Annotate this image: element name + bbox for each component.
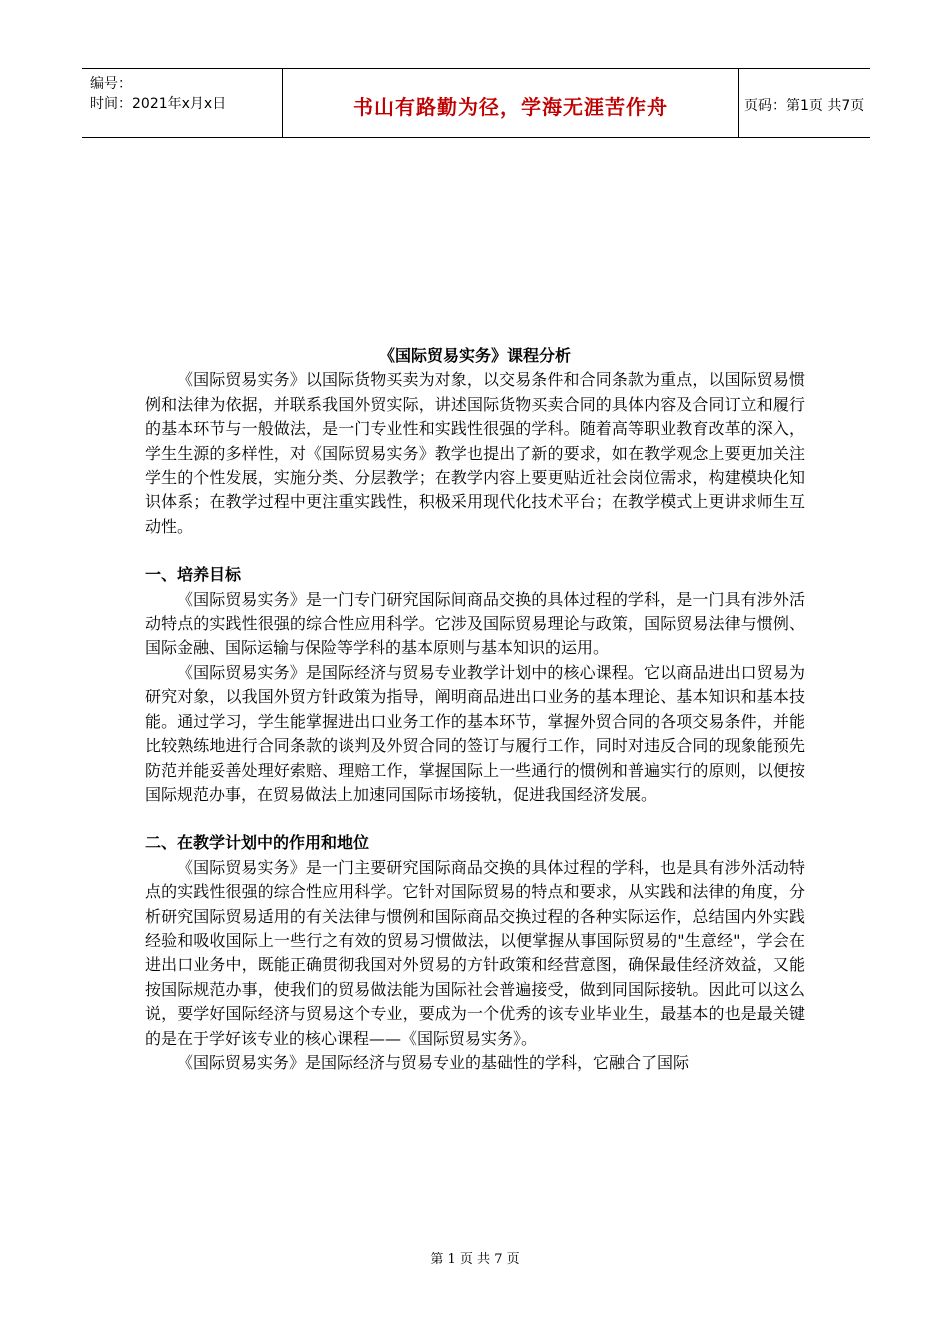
section-spacer bbox=[145, 807, 805, 831]
document-date-label: 时间：2021年x月x日 bbox=[90, 96, 227, 112]
document-number-label: 编号： bbox=[90, 76, 132, 92]
document-title: 《国际贸易实务》课程分析 bbox=[378, 346, 571, 365]
intro-paragraph: 《国际贸易实务》以国际货物买卖为对象，以交易条件和合同条款为重点，以国际贸易惯例和法律为依据，并联系我国外贸实际，讲述国际货物买卖合同的具体内容及合同订立和履行的基本环节与一般做法，是一门专业性和实践性很强的学科。随着高等职业教育改革的深入，学生生源的多样性，对《国际贸易实务》教学也提出了新的要求，如在教学观念上要更加关注学生的个性发展，实施分类、分层教学；在教学内容上要更贴近社会岗位需求，构建模块化知识体系；在教学过程中更注重实践性，积极采用现代化技术平台；在教学模式上更讲求师生互动性。 bbox=[145, 370, 805, 536]
section-spacer bbox=[145, 539, 805, 563]
section1-heading: 一、培养目标 bbox=[145, 565, 242, 585]
header-motto-cell bbox=[282, 69, 739, 137]
section1-paragraph-1: 《国际贸易实务》是一门专门研究国际间商品交换的具体过程的学科，是一门具有涉外活动特点的实践性很强的综合性应用科学。它涉及国际贸易理论与政策，国际贸易法律与惯例、国际金融、国际运输与保险等学科的基本原则与基本知识的运用。 bbox=[145, 589, 805, 658]
header-page-cell bbox=[738, 69, 870, 137]
header-page-info: 页码：第1页 共7页 bbox=[744, 98, 865, 114]
header-motto: 书山有路勤为径，学海无涯苦作舟 bbox=[353, 95, 668, 119]
document-body bbox=[145, 344, 805, 1075]
section2-heading: 二、在教学计划中的作用和地位 bbox=[145, 833, 370, 853]
section2-paragraph-2: 《国际贸易实务》是国际经济与贸易专业的基础性的学科，它融合了国际 bbox=[177, 1052, 690, 1072]
page-header bbox=[82, 68, 870, 138]
header-meta-cell bbox=[82, 69, 282, 137]
section1-paragraph-2: 《国际贸易实务》是国际经济与贸易专业教学计划中的核心课程。它以商品进出口贸易为研究对象，以我国外贸方针政策为指导，阐明商品进出口业务的基本理论、基本知识和基本技能。通过学习，学生能掌握进出口业务工作的基本环节，掌握外贸合同的各项交易条件，并能比较熟练地进行合同条款的谈判及外贸合同的签订与履行工作，同时对违反合同的现象能预先防范并能妥善处理好索赔、理赔工作，掌握国际上一些通行的惯例和普遍实行的原则，以便按国际规范办事，在贸易做法上加速同国际市场接轨，促进我国经济发展。 bbox=[145, 662, 805, 804]
section2-paragraph-1: 《国际贸易实务》是一门主要研究国际商品交换的具体过程的学科，也是具有涉外活动特点的实践性很强的综合性应用科学。它针对国际贸易的特点和要求，从实践和法律的角度，分析研究国际贸易适用的有关法律与惯例和国际商品交换过程的各种实际运作，总结国内外实践经验和吸收国际上一些行之有效的贸易习惯做法，以便掌握从事国际贸易的"生意经"，学会在进出口业务中，既能正确贯彻我国对外贸易的方针政策和经营意图，确保最佳经济效益，又能按国际规范办事，使我们的贸易做法能为国际社会普遍接受，做到同国际接轨。因此可以这么说，要学好国际经济与贸易这个专业，要成为一个优秀的该专业毕业生，最基本的也是最关键的是在于学好该专业的核心课程——《国际贸易实务》。 bbox=[145, 857, 805, 1048]
page-footer: 第 1 页 共 7 页 bbox=[430, 1252, 520, 1267]
